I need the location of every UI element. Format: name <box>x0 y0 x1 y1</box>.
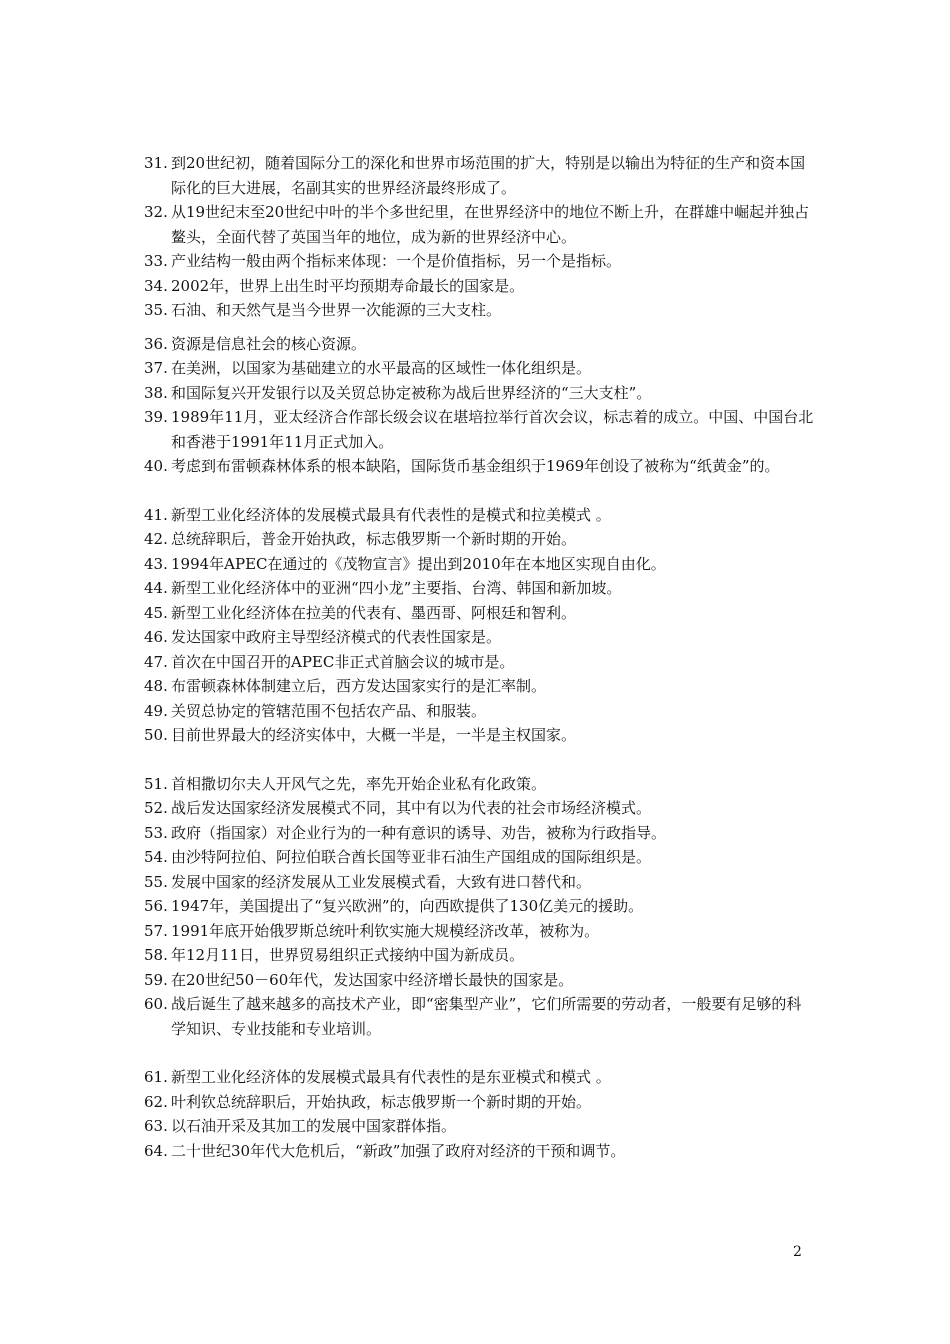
question-text: 新型工业化经济体在拉美的代表有、墨西哥、阿根廷和智利。 <box>171 603 577 622</box>
question-number: 57. <box>144 921 168 940</box>
question-text: 和国际复兴开发银行以及关贸总协定被称为战后世界经济的“三大支柱”。 <box>171 383 652 402</box>
question-number: 60. <box>144 995 168 1013</box>
question-number: 33. <box>144 252 168 270</box>
question-item <box>144 796 814 821</box>
question-item <box>144 674 814 699</box>
question-text: 关贸总协定的管辖范围不包括农产品、和服装。 <box>171 701 487 720</box>
question-list <box>144 151 814 1163</box>
question-text: 布雷顿森林体制建立后，西方发达国家实行的是汇率制。 <box>171 677 547 695</box>
question-group <box>144 1065 814 1163</box>
question-number: 56. <box>144 897 168 915</box>
question-number: 41. <box>144 505 168 524</box>
question-item <box>144 870 814 895</box>
question-number: 54. <box>144 848 168 866</box>
question-text: 总统辞职后，普金开始执政，标志俄罗斯一个新时期的开始。 <box>171 530 577 548</box>
question-item <box>144 1090 814 1115</box>
question-item <box>144 919 814 944</box>
question-number: 53. <box>144 823 168 842</box>
question-item <box>144 601 814 626</box>
question-number: 37. <box>144 359 168 377</box>
question-number: 38. <box>144 383 168 402</box>
question-item <box>144 699 814 724</box>
question-text: 石油、和天然气是当今世界一次能源的三大支柱。 <box>171 301 502 319</box>
question-text: 考虑到布雷顿森林体系的根本缺陷，国际货币基金组织于1969年创设了被称为“纸黄金”的。 <box>171 457 780 475</box>
question-item <box>144 821 814 846</box>
question-number: 35. <box>144 301 168 319</box>
question-number: 46. <box>144 628 168 646</box>
question-item <box>144 332 814 357</box>
question-text: 从19世纪末至20世纪中叶的半个多世纪里，在世界经济中的地位不断上升，在群雄中崛起并独占鳌头，全面代替了英国当年的地位，成为新的世界经济中心。 <box>171 203 810 246</box>
question-item <box>144 772 814 797</box>
question-text: 以石油开采及其加工的发展中国家群体指。 <box>171 1117 457 1135</box>
question-text: 年12月11日，世界贸易组织正式接纳中国为新成员。 <box>171 946 525 964</box>
question-number: 49. <box>144 701 168 720</box>
question-text: 二十世纪30年代大危机后，“新政”加强了政府对经济的干预和调节。 <box>171 1141 626 1160</box>
question-item <box>144 503 814 528</box>
question-item <box>144 151 814 200</box>
question-text: 2002年，世界上出生时平均预期寿命最长的国家是。 <box>171 276 525 295</box>
question-text: 1989年11月，亚太经济合作部长级会议在堪培拉举行首次会议，标志着的成立。中国、中国台北和香港于1991年11月正式加入。 <box>171 408 814 451</box>
question-item <box>144 552 814 577</box>
question-number: 51. <box>144 774 168 793</box>
question-number: 44. <box>144 579 168 597</box>
question-text: 新型工业化经济体的发展模式最具有代表性的是模式和拉美模式 。 <box>171 505 611 524</box>
question-number: 39. <box>144 408 168 426</box>
question-number: 43. <box>144 554 168 573</box>
question-number: 62. <box>144 1092 168 1111</box>
question-item <box>144 723 814 748</box>
question-item <box>144 650 814 675</box>
question-number: 34. <box>144 276 168 295</box>
question-text: 由沙特阿拉伯、阿拉伯联合酋长国等亚非石油生产国组成的国际组织是。 <box>171 848 652 866</box>
question-group <box>144 772 814 1042</box>
question-number: 36. <box>144 334 168 353</box>
question-number: 45. <box>144 603 168 622</box>
question-text: 1947年，美国提出了“复兴欧洲”的，向西欧提供了130亿美元的援助。 <box>171 897 644 915</box>
question-number: 52. <box>144 799 168 817</box>
question-text: 新型工业化经济体的发展模式最具有代表性的是东亚模式和模式 。 <box>171 1068 611 1086</box>
question-number: 63. <box>144 1117 168 1135</box>
question-item <box>144 1114 814 1139</box>
question-group <box>144 503 814 748</box>
question-item <box>144 894 814 919</box>
question-text: 在美洲，以国家为基础建立的水平最高的区域性一体化组织是。 <box>171 359 592 377</box>
question-text: 发达国家中政府主导型经济模式的代表性国家是。 <box>171 628 502 646</box>
page-number: 2 <box>793 1244 802 1260</box>
question-item <box>144 968 814 993</box>
question-item <box>144 527 814 552</box>
question-number: 47. <box>144 652 168 671</box>
question-number: 64. <box>144 1141 168 1160</box>
question-item <box>144 249 814 274</box>
question-text: 在20世纪50－60年代，发达国家中经济增长最快的国家是。 <box>171 970 574 989</box>
question-text: 首相撒切尔夫人开风气之先，率先开始企业私有化政策。 <box>171 774 547 793</box>
question-item <box>144 381 814 406</box>
question-number: 50. <box>144 726 168 744</box>
question-group <box>144 151 814 323</box>
question-text: 到20世纪初，随着国际分工的深化和世界市场范围的扩大，特别是以输出为特征的生产和资本国际化的巨大进展，名副其实的世界经济最终形成了。 <box>171 154 806 197</box>
question-text: 首次在中国召开的APEC非正式首脑会议的城市是。 <box>171 652 515 671</box>
question-item <box>144 298 814 323</box>
question-number: 59. <box>144 970 168 989</box>
question-item <box>144 576 814 601</box>
question-number: 32. <box>144 203 168 221</box>
question-number: 31. <box>144 154 168 172</box>
question-number: 58. <box>144 946 168 964</box>
question-number: 40. <box>144 457 168 475</box>
question-item <box>144 454 814 479</box>
question-item <box>144 1065 814 1090</box>
question-item <box>144 274 814 299</box>
question-number: 42. <box>144 530 168 548</box>
question-item <box>144 405 814 454</box>
question-text: 新型工业化经济体中的亚洲“四小龙”主要指、台湾、韩国和新加坡。 <box>171 579 622 597</box>
question-item <box>144 992 814 1041</box>
question-item <box>144 625 814 650</box>
question-text: 战后发达国家经济发展模式不同，其中有以为代表的社会市场经济模式。 <box>171 799 652 817</box>
question-item <box>144 356 814 381</box>
question-text: 发展中国家的经济发展从工业发展模式看，大致有进口替代和。 <box>171 872 592 891</box>
question-number: 55. <box>144 872 168 891</box>
question-text: 1994年APEC在通过的《茂物宣言》提出到2010年在本地区实现自由化。 <box>171 554 666 573</box>
question-text: 1991年底开始俄罗斯总统叶利钦实施大规模经济改革，被称为。 <box>171 921 600 940</box>
question-item <box>144 1139 814 1164</box>
question-group <box>144 332 814 479</box>
question-text: 战后诞生了越来越多的高技术产业，即“密集型产业”，它们所需要的劳动者，一般要有足够的科学知识、专业技能和专业培训。 <box>171 995 802 1038</box>
question-number: 48. <box>144 677 168 695</box>
question-number: 61. <box>144 1068 168 1086</box>
question-text: 目前世界最大的经济实体中，大概一半是，一半是主权国家。 <box>171 726 577 744</box>
question-item <box>144 943 814 968</box>
question-text: 叶利钦总统辞职后，开始执政，标志俄罗斯一个新时期的开始。 <box>171 1092 592 1111</box>
question-text: 政府（指国家）对企业行为的一种有意识的诱导、劝告，被称为行政指导。 <box>171 823 667 842</box>
question-item <box>144 845 814 870</box>
question-text: 产业结构一般由两个指标来体现：一个是价值指标，另一个是指标。 <box>171 252 622 270</box>
question-text: 资源是信息社会的核心资源。 <box>171 334 367 353</box>
question-item <box>144 200 814 249</box>
